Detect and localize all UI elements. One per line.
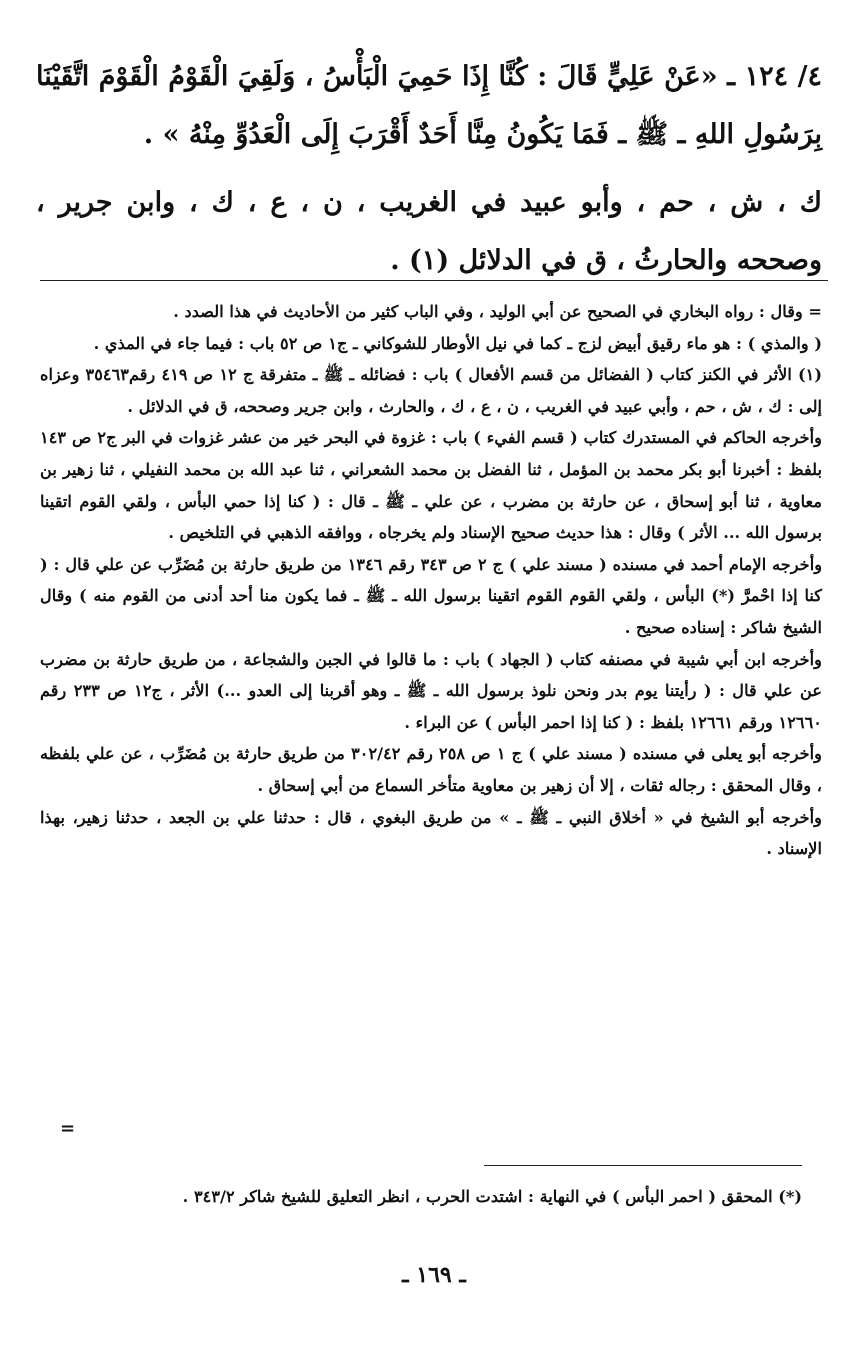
hadith-text: ٤/ ١٢٤ ـ «عَنْ عَلِيٍّ قَالَ : كُنَّا إِذَا حَمِيَ الْبَأْسُ ، وَلَقِيَ الْقَوْمُ الْقَوْمَ اتَّقَيْنَا بِرَسُولِ اللهِ ـ ﷺ ـ فَمَا يَكُونُ مِنَّا أَحَدٌ أَقْرَبَ إِلَى الْعَدُوِّ مِنْهُ » . <box>36 61 822 150</box>
section-divider <box>40 280 828 281</box>
note-ahmad: وأخرجه الإمام أحمد في مسنده ( مسند علي ) ج ٢ ص ٣٤٣ رقم ١٣٤٦ من طريق حارثة بن مُضَرِّب عن علي قال : ( كنا إذا احْمرَّ (*) البأس ، ولقي القوم القوم اتقينا برسول الله ـ ﷺ ـ فما يكون منا أحد أدنى من القوم منه ) وقال الشيخ شاكر : إسناده صحيح . <box>40 554 823 637</box>
note-continuation: = وقال : رواه البخاري في الصحيح عن أبي الوليد ، وفي الباب كثير من الأحاديث في هذا الصدد . <box>173 302 822 321</box>
note-1-kanz: (١) الأثر في الكنز كتاب ( الفضائل من قسم الأفعال ) باب : فضائله ـ ﷺ ـ متفرقة ج ١٢ ص ٤١٩ رقم٣٥٤٦٣ وعزاه إلى : ك ، ش ، حم ، وأبي عبيد في الغريب ، ن ، ع ، ك ، والحارث ، وابن جرير وصححه، ق في الدلائل . <box>40 365 822 416</box>
note-madhi: ( والمذي ) : هو ماء رقيق أبيض لزج ـ كما في نيل الأوطار للشوكاني ـ ج١ ص ٥٢ باب : فيما جاء في المذي . <box>93 333 822 353</box>
footnotes-block <box>40 296 822 865</box>
footnote-rule <box>484 1165 802 1166</box>
page-number: ـ ١٦٩ ـ <box>402 1262 466 1288</box>
continuation-mark: = <box>60 1118 76 1139</box>
hadith-sources: ك ، ش ، حم ، وأبو عبيد في الغريب ، ن ، ع ، ك ، وابن جرير ، وصححه والحارثُ ، ق في الدلائل (١) . <box>36 187 822 276</box>
note-abu-shaykh: وأخرجه أبو الشيخ في « أخلاق النبي ـ ﷺ ـ » من طريق البغوي ، قال : حدثنا علي بن الجعد ، حدثنا زهير، بهذا الإسناد . <box>40 807 822 859</box>
note-abu-yala: وأخرجه أبو يعلى في مسنده ( مسند علي ) ج ١ ص ٢٥٨ رقم ٣٠٢/٤٢ من طريق حارثة بن مُضَرِّب ، عن علي بلفظه ، وقال المحقق : رجاله ثقات ، إلا أن زهير بن معاوية متأخر السماع من أبي إسحاق . <box>40 744 822 795</box>
note-hakim: وأخرجه الحاكم في المستدرك كتاب ( قسم الفيء ) باب : غزوة في البحر خير من عشر غزوات في البر ج٢ ص ١٤٣ بلفظ : أخبرنا أبو بكر محمد بن المؤمل ، ثنا الفضل بن محمد الشعراني ، ثنا عبد الله بن محمد النفيلي ، ثنا زهير بن معاوية ، ثنا أبو إسحاق ، عن حارثة بن مضرب ، عن علي ـ ﷺ ـ قال : ( كنا إذا حمي البأس ، ولقي القوم اتقينا برسول الله ... الأثر ) وقال : هذا حديث صحيح الإسناد ولم يخرجاه ، ووافقه الذهبي في التلخيص . <box>40 428 822 543</box>
hadith-block <box>36 48 822 290</box>
note-ibn-abi-shayba: وأخرجه ابن أبي شيبة في مصنفه كتاب ( الجهاد ) باب : ما قالوا في الجبن والشجاعة ، من طريق حارثة بن مضرب عن علي قال : ( رأيتنا يوم بدر ونحن نلوذ برسول الله ـ ﷺ ـ وهو أقربنا إلى العدو ...) الأثر ، ج١٢ ص ٢٣٣ رقم ١٢٦٦٠ ورقم ١٢٦٦١ بلفظ : ( كنا إذا احمر البأس ) عن البراء . <box>40 649 822 732</box>
footnote-star: (*) المحقق ( احمر البأس ) في النهاية : اشتدت الحرب ، انظر التعليق للشيخ شاكر ٣٤٣/٢ . <box>182 1187 802 1206</box>
